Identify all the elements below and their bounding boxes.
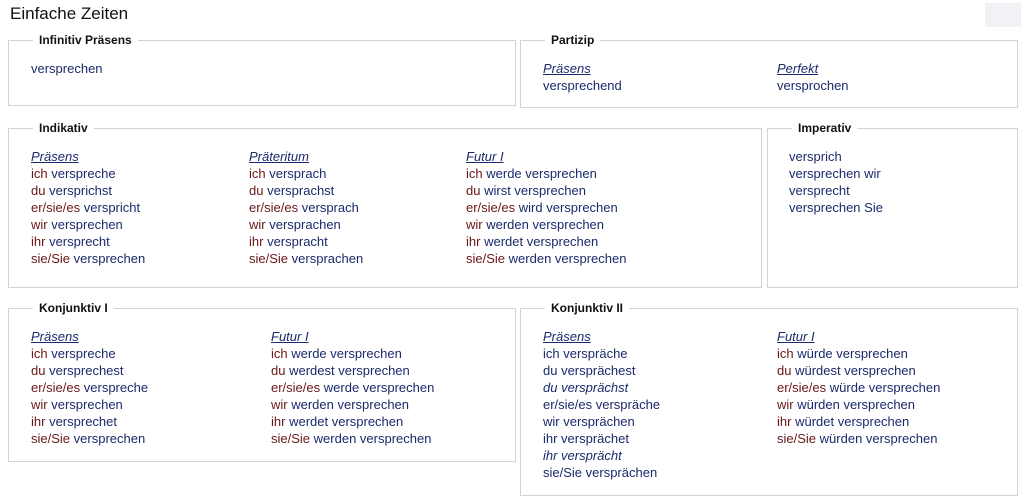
pronoun: ihr: [466, 234, 481, 249]
partizip-perfekt-heading: Perfekt: [777, 61, 819, 76]
verb-form: versprachen: [269, 217, 341, 232]
partizip-praesens-column: [543, 60, 622, 94]
konjunktiv2-praesens-heading: Präsens: [543, 329, 591, 344]
verb-form: verspreche: [83, 380, 149, 395]
verb-form: würden versprechen: [797, 397, 916, 412]
pronoun: wir: [271, 397, 288, 412]
indikativ-futur1-heading: Futur I: [466, 149, 504, 164]
conjugation-row: sie/Sie versprächen: [543, 465, 658, 480]
conjugation-row: [249, 250, 363, 267]
konjunktiv2-box: [520, 301, 1018, 496]
conjugation-row: [31, 233, 145, 250]
conjugation-row: [249, 233, 363, 250]
conjugation-row: [466, 199, 626, 216]
indikativ-praeteritum-heading: Präteritum: [249, 149, 309, 164]
conjugation-row: [31, 182, 145, 199]
conjugation-row: ich verspräche: [543, 346, 628, 361]
conjugation-row: [271, 396, 434, 413]
conjugation-row: [31, 199, 145, 216]
conjugation-row: [777, 345, 940, 362]
imperativ-form: versprechen wir: [789, 166, 881, 181]
conjugation-row: [31, 413, 148, 430]
verb-form: werden versprechen: [313, 431, 432, 446]
conjugation-row: [271, 345, 434, 362]
verb-form: versprechen: [51, 397, 123, 412]
pronoun: ihr: [777, 414, 792, 429]
verb-form: werdest versprechen: [289, 363, 410, 378]
konjunktiv1-futur1-heading: Futur I: [271, 329, 309, 344]
conjugation-row: [466, 216, 626, 233]
verb-form: versprach: [269, 166, 327, 181]
conjugation-row: [249, 199, 363, 216]
indikativ-praesens-column: [31, 148, 145, 267]
partizip-title: Partizip: [545, 33, 600, 47]
verb-form: wird versprechen: [518, 200, 618, 215]
pronoun: wir: [249, 217, 266, 232]
verb-form: werden versprechen: [486, 217, 605, 232]
pronoun: er/sie/es: [31, 200, 81, 215]
indikativ-praesens-heading: Präsens: [31, 149, 79, 164]
verb-form: würdet versprechen: [795, 414, 910, 429]
indikativ-futur1-column: [466, 148, 626, 267]
verb-form: werdet versprechen: [484, 234, 599, 249]
partizip-perfekt-column: [777, 60, 849, 94]
conjugation-row: [31, 250, 145, 267]
conjugation-row: [31, 165, 145, 182]
verb-form: verspracht: [267, 234, 328, 249]
konjunktiv1-futur1-column: [271, 328, 434, 447]
verb-form: würde versprechen: [797, 346, 908, 361]
imperativ-title: Imperativ: [792, 121, 857, 135]
pronoun: er/sie/es: [31, 380, 81, 395]
verb-form: werden versprechen: [291, 397, 410, 412]
konjunktiv2-futur1-column: [777, 328, 940, 447]
imperativ-form: versprechen Sie: [789, 200, 883, 215]
verb-form: werdet versprechen: [289, 414, 404, 429]
pronoun: sie/Sie: [271, 431, 311, 446]
conjugation-row: [466, 165, 626, 182]
pronoun: du: [271, 363, 286, 378]
conjugation-row: [249, 216, 363, 233]
pronoun: ihr: [31, 234, 46, 249]
imperativ-box: [767, 121, 1018, 288]
verb-form: versprach: [301, 200, 359, 215]
conjugation-row: [777, 413, 940, 430]
verb-form: versprechet: [49, 414, 117, 429]
conjugation-row: [31, 430, 148, 447]
verb-form: versprachen: [291, 251, 364, 266]
conjugation-row: [777, 362, 940, 379]
verb-form: würden versprechen: [819, 431, 938, 446]
conjugation-row: er/sie/es verspräche: [543, 397, 661, 412]
verb-form: versprechen: [73, 251, 146, 266]
pronoun: sie/Sie: [31, 431, 71, 446]
konjunktiv1-box: [8, 301, 516, 462]
pronoun: sie/Sie: [777, 431, 817, 446]
infinitiv-value: versprechen: [31, 61, 103, 76]
imperativ-form: versprich: [789, 149, 842, 164]
verb-form: verspricht: [83, 200, 141, 215]
conjugation-row: [31, 362, 148, 379]
verb-form: würdest versprechen: [795, 363, 916, 378]
verb-form: wirst versprechen: [484, 183, 586, 198]
pronoun: sie/Sie: [466, 251, 506, 266]
verb-form: versprachst: [267, 183, 335, 198]
verb-form: werde versprechen: [291, 346, 402, 361]
conjugation-row: [249, 182, 363, 199]
konjunktiv2-title: Konjunktiv II: [545, 301, 629, 315]
pronoun: ich: [777, 346, 794, 361]
partizip-praesens-heading: Präsens: [543, 61, 591, 76]
conjugation-row: ihr versprächt: [543, 448, 622, 463]
imperativ-column: [789, 148, 883, 216]
conjugation-row: [777, 396, 940, 413]
verb-form: verspreche: [51, 166, 116, 181]
conjugation-row: [777, 430, 940, 447]
konjunktiv2-futur1-heading: Futur I: [777, 329, 815, 344]
imperativ-form: versprecht: [789, 183, 850, 198]
indikativ-title: Indikativ: [33, 121, 94, 135]
conjugation-row: du versprächst: [543, 380, 629, 395]
conjugation-row: [31, 379, 148, 396]
conjugation-row: [31, 216, 145, 233]
pronoun: du: [249, 183, 264, 198]
indikativ-box: [8, 121, 762, 288]
conjugation-row: [271, 362, 434, 379]
pronoun: ich: [249, 166, 266, 181]
infinitiv-box: [8, 33, 516, 106]
verb-form: würde versprechen: [829, 380, 941, 395]
verb-form: versprichst: [49, 183, 112, 198]
verb-form: werde versprechen: [486, 166, 597, 181]
page-title: Einfache Zeiten: [10, 4, 129, 23]
pronoun: ich: [271, 346, 288, 361]
pronoun: er/sie/es: [466, 200, 516, 215]
conjugation-row: [466, 250, 626, 267]
conjugation-row: ihr versprächet: [543, 431, 629, 446]
conjugation-row: [777, 379, 940, 396]
pronoun: wir: [31, 397, 48, 412]
toolbar-area: [985, 3, 1021, 27]
konjunktiv1-title: Konjunktiv I: [33, 301, 114, 315]
verb-form: werden versprechen: [508, 251, 627, 266]
verb-form: versprechen: [73, 431, 146, 446]
pronoun: wir: [777, 397, 794, 412]
pronoun: sie/Sie: [31, 251, 71, 266]
pronoun: ihr: [249, 234, 264, 249]
pronoun: ich: [31, 346, 48, 361]
conjugation-row: wir versprächen: [543, 414, 635, 429]
pronoun: ihr: [271, 414, 286, 429]
pronoun: du: [466, 183, 481, 198]
indikativ-praeteritum-column: [249, 148, 363, 267]
pronoun: wir: [466, 217, 483, 232]
verb-form: werde versprechen: [323, 380, 435, 395]
conjugation-row: [31, 345, 148, 362]
konjunktiv1-praesens-column: [31, 328, 148, 447]
conjugation-row: [249, 165, 363, 182]
verb-form: verspreche: [51, 346, 116, 361]
verb-form: versprecht: [49, 234, 110, 249]
partizip-praesens-value: versprechend: [543, 78, 622, 93]
pronoun: sie/Sie: [249, 251, 289, 266]
pronoun: du: [31, 183, 46, 198]
pronoun: du: [31, 363, 46, 378]
pronoun: er/sie/es: [777, 380, 827, 395]
conjugation-row: [271, 430, 434, 447]
verb-form: versprechen: [51, 217, 123, 232]
pronoun: er/sie/es: [249, 200, 299, 215]
conjugation-row: du versprächest: [543, 363, 636, 378]
konjunktiv2-praesens-column: [543, 328, 660, 481]
pronoun: ihr: [31, 414, 46, 429]
pronoun: ich: [31, 166, 48, 181]
konjunktiv1-praesens-heading: Präsens: [31, 329, 79, 344]
conjugation-row: [271, 379, 434, 396]
infinitiv-title: Infinitiv Präsens: [33, 33, 138, 47]
pronoun: du: [777, 363, 792, 378]
pronoun: wir: [31, 217, 48, 232]
pronoun: ich: [466, 166, 483, 181]
pronoun: er/sie/es: [271, 380, 321, 395]
conjugation-row: [31, 396, 148, 413]
partizip-perfekt-value: versprochen: [777, 78, 849, 93]
conjugation-row: [466, 182, 626, 199]
conjugation-row: [271, 413, 434, 430]
conjugation-row: [466, 233, 626, 250]
verb-form: versprechest: [49, 363, 124, 378]
partizip-box: [520, 33, 1018, 108]
